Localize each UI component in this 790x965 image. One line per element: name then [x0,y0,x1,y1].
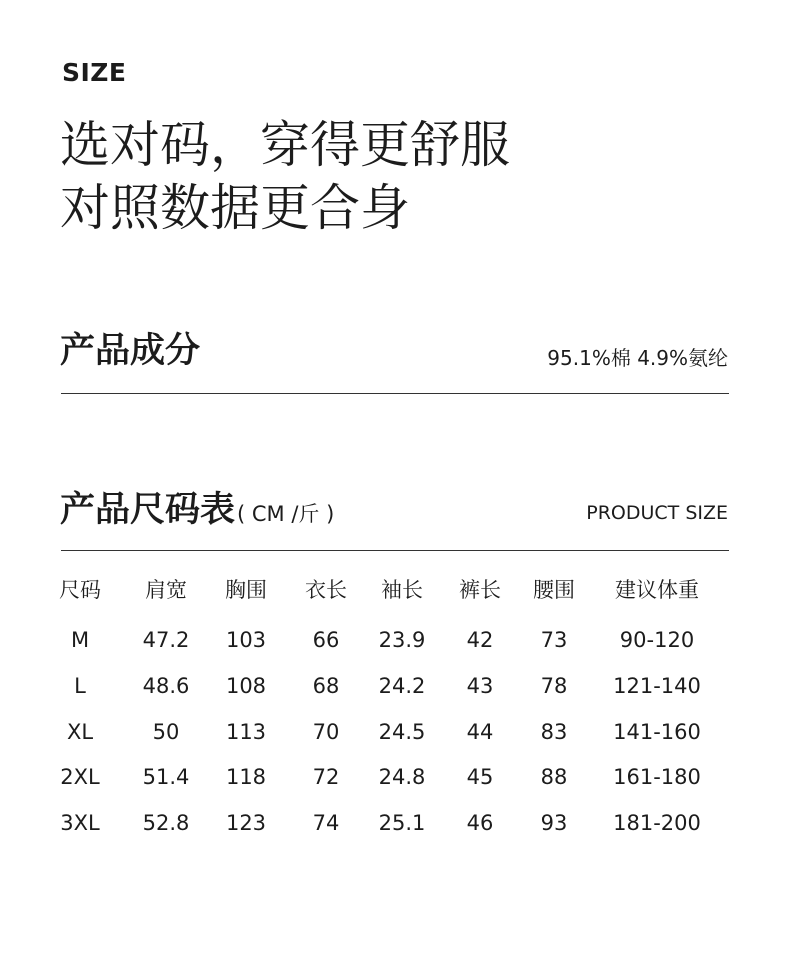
headline-line-1: 选对码，穿得更舒服 [60,116,510,174]
table-cell: 181-200 [613,811,701,835]
column-header: 袖长 [381,578,423,602]
column-header: 衣长 [305,578,347,602]
table-cell: 113 [225,720,267,744]
table-cell: 70 [312,720,340,744]
size-cell: M [70,628,90,652]
table-cell: 68 [312,674,340,698]
product-size-label: PRODUCT SIZE [586,502,728,524]
headline-line-2: 对照数据更合身 [60,179,410,237]
table-cell: 108 [225,674,267,698]
table-cell: 44 [466,720,494,744]
table-cell: 118 [225,765,267,789]
table-cell: 90-120 [619,628,695,652]
table-cell: 24.8 [378,765,426,789]
column-header: 建议体重 [615,578,699,602]
column-header: 胸围 [225,578,267,602]
table-cell: 42 [466,628,494,652]
table-cell: 66 [312,628,340,652]
table-cell: 72 [312,765,340,789]
table-cell: 45 [466,765,494,789]
table-cell: 48.6 [142,674,190,698]
table-cell: 52.8 [142,811,190,835]
column-header: 尺码 [59,578,101,602]
table-cell: 50 [152,720,180,744]
table-cell: 121-140 [613,674,701,698]
composition-divider [61,393,729,394]
table-cell: 123 [225,811,267,835]
size-chart-title-text: 产品尺码表 [60,490,236,530]
column-header: 肩宽 [145,578,187,602]
table-cell: 103 [225,628,267,652]
table-cell: 161-180 [613,765,701,789]
composition-title: 产品成分 [60,331,201,371]
table-cell: 24.5 [378,720,426,744]
table-cell: 46 [466,811,494,835]
column-header: 腰围 [533,578,575,602]
table-cell: 24.2 [378,674,426,698]
table-cell: 74 [312,811,340,835]
size-chart-unit: ( CM /斤 ) [237,502,335,526]
size-cell: XL [66,720,94,744]
table-cell: 23.9 [378,628,426,652]
table-cell: 43 [466,674,494,698]
composition-value: 95.1%棉 4.9%氨纶 [547,346,728,370]
table-cell: 78 [540,674,568,698]
table-cell: 73 [540,628,568,652]
column-header: 裤长 [459,578,501,602]
table-cell: 88 [540,765,568,789]
size-chart-divider [61,550,729,551]
table-cell: 25.1 [378,811,426,835]
size-cell: L [74,674,86,698]
size-cell: 2XL [60,765,100,789]
table-cell: 93 [540,811,568,835]
table-cell: 141-160 [613,720,701,744]
size-label: SIZE [62,58,127,87]
size-cell: 3XL [60,811,100,835]
table-cell: 83 [540,720,568,744]
table-cell: 51.4 [142,765,190,789]
size-chart-title [60,490,335,530]
table-cell: 47.2 [142,628,190,652]
